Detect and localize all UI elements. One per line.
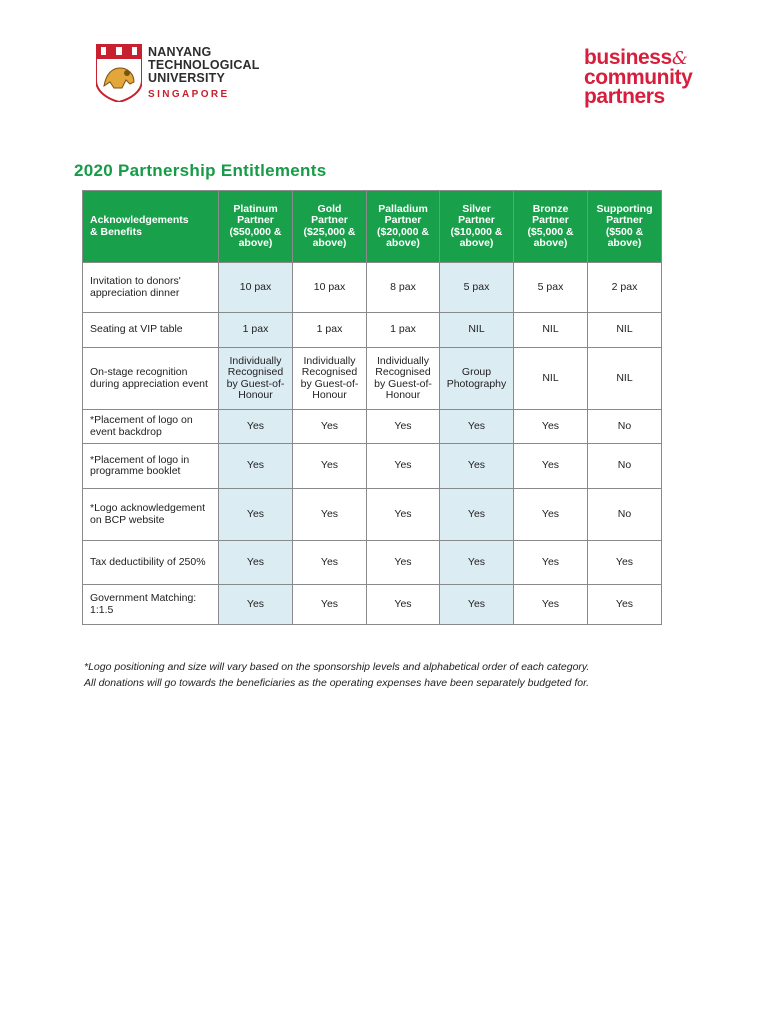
cell-line: 5 pax (537, 280, 564, 293)
cell-line: Yes (246, 555, 265, 568)
header-palladium (367, 191, 440, 263)
header-line: Partner (237, 214, 274, 226)
table-cell (440, 348, 514, 410)
cell-line: 5 pax (463, 280, 490, 293)
header-line: ($25,000 & (303, 225, 356, 238)
header-line: Gold (317, 202, 342, 215)
table-row (83, 410, 662, 444)
cell-line: 1:1.5 (90, 603, 114, 616)
table-cell (514, 313, 588, 348)
table-cell (219, 348, 293, 410)
cell-line: *Placement of logo on (90, 414, 193, 426)
cell-line: *Placement of logo in (90, 453, 190, 466)
cell-line: *Logo acknowledgement (90, 502, 205, 514)
cell-line: Government Matching: (90, 592, 197, 604)
cell-line: appreciation dinner (90, 286, 180, 299)
table-cell (588, 313, 662, 348)
table-row (83, 313, 662, 348)
cell-line: Yes (615, 597, 634, 610)
table-cell (514, 263, 588, 313)
cell-line: NIL (468, 323, 485, 336)
table-cell (219, 489, 293, 541)
header-line: Platinum (233, 202, 278, 215)
header-benefits (83, 191, 219, 263)
table-cell (440, 263, 514, 313)
row-label (83, 410, 219, 444)
cell-line: NIL (616, 323, 633, 336)
cell-line: Recognised (301, 366, 358, 378)
cell-line: Yes (467, 419, 486, 432)
row-label (83, 444, 219, 489)
ntu-name-line: TECHNOLOGICAL (148, 58, 260, 72)
header-line: Silver (462, 202, 491, 215)
table-cell (588, 444, 662, 489)
cell-line: Yes (246, 597, 265, 610)
cell-line: on BCP website (90, 513, 165, 526)
cell-line: Invitation to donors' (90, 275, 181, 287)
bcp-logo-ampersand: & (671, 48, 688, 69)
ntu-crest-icon (96, 44, 142, 102)
cell-line: Individually (377, 354, 429, 367)
cell-line: No (617, 419, 632, 432)
row-label (83, 489, 219, 541)
table-cell (367, 489, 440, 541)
cell-line: Seating at VIP table (90, 323, 183, 336)
header-line: Acknowledgements (90, 214, 189, 226)
cell-line: Recognised (375, 366, 431, 378)
table-cell (440, 541, 514, 585)
header-line: above) (386, 237, 420, 249)
bcp-logo-line: business (584, 46, 672, 69)
cell-line: 1 pax (242, 323, 269, 336)
table-cell (293, 444, 367, 489)
ntu-name (148, 46, 260, 85)
footnote: *Logo positioning and size will vary based on the sponsorship levels and alphabetical order of each category. (84, 661, 590, 673)
header-platinum (219, 191, 293, 263)
cell-line: 8 pax (390, 280, 416, 293)
bcp-logo (584, 48, 692, 106)
header-bronze (514, 191, 588, 263)
header-line: Palladium (378, 202, 428, 215)
cell-line: 1 pax (390, 323, 416, 336)
cell-line: Yes (320, 555, 339, 568)
cell-line: Yes (320, 419, 339, 432)
table-cell (367, 585, 440, 625)
table-cell (367, 263, 440, 313)
cell-line: Yes (320, 507, 339, 520)
cell-line: Yes (467, 555, 486, 568)
table-cell (588, 348, 662, 410)
table-cell (514, 541, 588, 585)
cell-line: NIL (616, 371, 633, 384)
footnote: All donations will go towards the beneficiaries as the operating expenses have been separately budgeted for. (84, 677, 590, 689)
header-line: Partner (458, 214, 495, 226)
table-row (83, 444, 662, 489)
cell-line: No (617, 507, 632, 520)
header-line: above) (459, 237, 494, 249)
cell-line: Yes (541, 555, 560, 568)
table-row (83, 541, 662, 585)
cell-line: by Guest-of- (374, 377, 432, 390)
header-line: above) (533, 237, 568, 249)
header-line: ($50,000 & (229, 225, 282, 238)
table-cell (588, 263, 662, 313)
table-cell (219, 541, 293, 585)
ntu-location: SINGAPORE (148, 89, 230, 100)
table-cell (367, 348, 440, 410)
table-cell (440, 410, 514, 444)
table-row (83, 348, 662, 410)
cell-line: Yes (246, 459, 265, 472)
header-gold (293, 191, 367, 263)
header-line: ($5,000 & (527, 225, 574, 238)
cell-line: Yes (541, 507, 560, 520)
table-cell (588, 410, 662, 444)
table-cell (588, 489, 662, 541)
table-cell (293, 541, 367, 585)
header-line: ($500 & (605, 225, 644, 238)
ntu-name-line: NANYANG (148, 45, 212, 59)
header-line: ($20,000 & (377, 225, 429, 238)
table-row (83, 585, 662, 625)
table-cell (219, 410, 293, 444)
cell-line: 2 pax (611, 280, 638, 293)
table-cell (293, 410, 367, 444)
cell-line: Yes (394, 507, 412, 520)
table-cell (367, 313, 440, 348)
header-silver (440, 191, 514, 263)
row-label (83, 541, 219, 585)
table-cell (219, 313, 293, 348)
table-cell (367, 410, 440, 444)
table-row (83, 263, 662, 313)
cell-line: by Guest-of- (226, 377, 285, 390)
table-cell (367, 444, 440, 489)
cell-line: Yes (394, 555, 412, 568)
ntu-logo (96, 44, 276, 106)
bcp-logo-line: partners (584, 85, 665, 108)
cell-line: Honour (238, 389, 273, 401)
table-cell (440, 585, 514, 625)
row-label (83, 313, 219, 348)
footnotes (84, 659, 589, 691)
cell-line: On-stage recognition (90, 366, 188, 378)
cell-line: Yes (541, 459, 560, 472)
table-cell (514, 585, 588, 625)
table-cell (514, 348, 588, 410)
cell-line: Photography (446, 377, 507, 390)
table-cell (219, 585, 293, 625)
table-cell (219, 444, 293, 489)
header-line: above) (312, 237, 347, 249)
cell-line: 10 pax (313, 280, 346, 293)
table-cell (219, 263, 293, 313)
cell-line: Honour (385, 389, 421, 401)
entitlements-table (82, 190, 662, 625)
table-cell (293, 489, 367, 541)
table-cell (440, 489, 514, 541)
header-line: above) (607, 237, 642, 249)
table-cell (293, 585, 367, 625)
row-label (83, 263, 219, 313)
table-cell (588, 541, 662, 585)
row-label (83, 348, 219, 410)
cell-line: No (617, 459, 632, 472)
cell-line: Yes (394, 459, 412, 472)
table-row (83, 489, 662, 541)
header-line: Supporting (596, 202, 653, 215)
cell-line: Yes (246, 507, 265, 520)
header-line: Partner (311, 214, 348, 226)
header-line: Partner (606, 214, 643, 226)
header-line: above) (238, 237, 273, 249)
table-cell (514, 444, 588, 489)
table-header-row (83, 191, 662, 263)
cell-line: Yes (320, 597, 339, 610)
table-cell (367, 541, 440, 585)
table-cell (440, 313, 514, 348)
row-label (83, 585, 219, 625)
table-cell (514, 489, 588, 541)
cell-line: 10 pax (239, 280, 272, 293)
cell-line: Honour (312, 389, 347, 401)
ntu-name-line: UNIVERSITY (148, 71, 226, 85)
cell-line: Yes (541, 419, 560, 432)
cell-line: programme booklet (90, 465, 181, 477)
cell-line: Yes (541, 597, 560, 610)
header-line: Partner (384, 214, 422, 226)
cell-line: during appreciation event (90, 377, 208, 390)
table-cell (293, 263, 367, 313)
table-cell (293, 313, 367, 348)
cell-line: Yes (246, 419, 265, 432)
table-cell (293, 348, 367, 410)
cell-line: event backdrop (90, 425, 162, 438)
cell-line: Individually (229, 354, 282, 367)
header-line: & Benefits (90, 225, 142, 238)
cell-line: Group (461, 366, 492, 378)
header-line: Bronze (532, 202, 569, 215)
table-cell (514, 410, 588, 444)
table-cell (440, 444, 514, 489)
cell-line: Yes (467, 459, 486, 472)
page-title: 2020 Partnership Entitlements (74, 161, 327, 180)
bcp-logo-line: community (584, 66, 693, 89)
cell-line: Tax deductibility of 250% (90, 555, 206, 568)
cell-line: NIL (542, 371, 559, 384)
cell-line: 1 pax (316, 323, 343, 336)
header-line: Partner (532, 214, 569, 226)
table-cell (588, 585, 662, 625)
header-line: ($10,000 & (450, 225, 503, 238)
cell-line: Yes (615, 555, 634, 568)
cell-line: Yes (467, 597, 486, 610)
cell-line: Recognised (227, 366, 284, 378)
cell-line: NIL (542, 323, 559, 336)
cell-line: Individually (303, 354, 356, 367)
cell-line: Yes (394, 597, 412, 610)
cell-line: Yes (320, 459, 339, 472)
cell-line: Yes (467, 507, 486, 520)
cell-line: Yes (394, 419, 412, 432)
header-supporting (588, 191, 662, 263)
cell-line: by Guest-of- (300, 377, 359, 390)
